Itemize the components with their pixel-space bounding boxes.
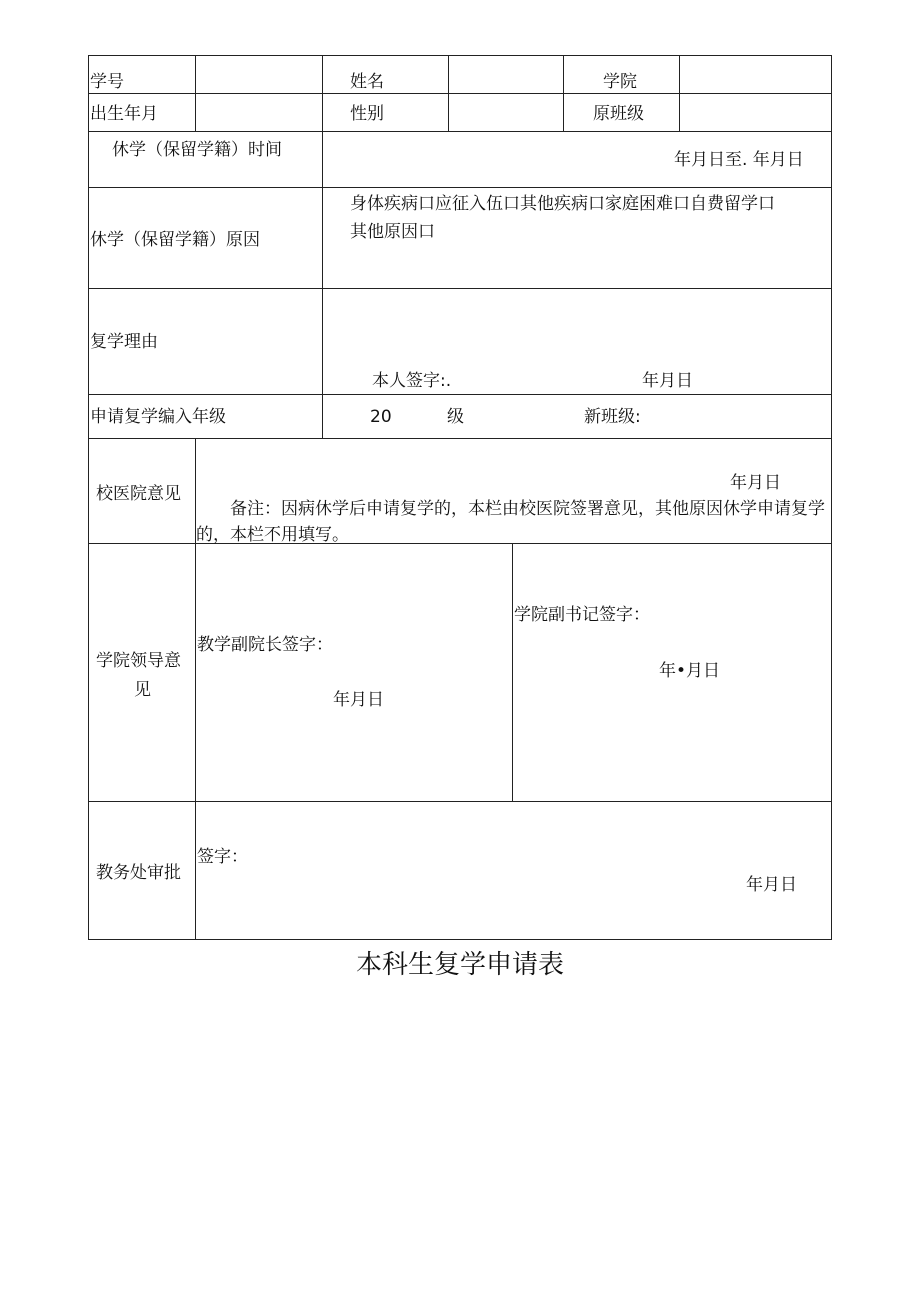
academic-affairs-label: 教务处审批 [96, 863, 181, 883]
grade-year-prefix: 20 [370, 407, 392, 427]
col-divider [322, 55, 323, 131]
vice-dean-signature-label: 教学副院长签字： [197, 635, 333, 655]
suspension-time-label: 休学（保留学籍）时间 [112, 140, 282, 160]
row-divider [88, 131, 832, 132]
college-leaders-label-line1: 学院领导意 [96, 651, 181, 671]
form-title: 本科生复学申请表 [355, 950, 564, 980]
applicant-signature-label: 本人签字:. [372, 371, 452, 391]
birth-date-label: 出生年月 [90, 104, 158, 124]
name-label: 姓名 [350, 72, 384, 92]
col-divider [679, 55, 680, 131]
grade-suffix: 级 [447, 407, 464, 427]
original-class-label: 原班级 [593, 104, 644, 124]
hospital-opinion-label: 校医院意见 [96, 484, 181, 504]
col-divider [448, 55, 449, 131]
table-border-top [88, 55, 832, 56]
col-divider [322, 131, 323, 438]
hospital-opinion-note: 备注：因病休学后申请复学的，本栏由校医院签署意见，其他原因休学申请复学的，本栏不用填写。 [196, 499, 825, 545]
table-border-left [88, 55, 89, 940]
row-divider [88, 187, 832, 188]
student-id-label: 学号 [90, 72, 124, 92]
grade-label: 申请复学编入年级 [90, 407, 226, 427]
suspension-reason-options: 身体疾病口应征入伍口其他疾病口家庭困难口自费留学口 [350, 194, 775, 214]
vice-dean-signature-date: 年月日 [333, 690, 384, 710]
col-divider [512, 543, 513, 801]
academic-affairs-signature-label: 签字： [197, 847, 248, 867]
table-border-right [831, 55, 832, 940]
suspension-reason-label: 休学（保留学籍）原因 [90, 230, 260, 250]
hospital-opinion-date: 年月日 [730, 473, 781, 493]
gender-label: 性别 [350, 104, 384, 124]
table-border-bottom [88, 939, 832, 940]
vice-secretary-signature-label: 学院副书记签字： [514, 605, 650, 625]
suspension-time-value: 年月日至. 年月日 [674, 150, 804, 170]
row-divider [88, 93, 832, 94]
resume-reason-label: 复学理由 [90, 332, 158, 352]
applicant-signature-date: 年月日 [642, 371, 693, 391]
row-divider [88, 801, 832, 802]
suspension-reason-other: 其他原因口 [350, 222, 435, 242]
row-divider [88, 438, 832, 439]
new-class-label: 新班级: [584, 407, 641, 427]
academic-affairs-signature-date: 年月日 [746, 875, 797, 895]
col-divider [563, 55, 564, 131]
vice-secretary-signature-date: 年•月日 [659, 661, 721, 681]
row-divider [88, 394, 832, 395]
college-label: 学院 [603, 72, 637, 92]
row-divider [88, 288, 832, 289]
college-leaders-label-line2: 见 [134, 680, 151, 700]
col-divider [195, 55, 196, 131]
